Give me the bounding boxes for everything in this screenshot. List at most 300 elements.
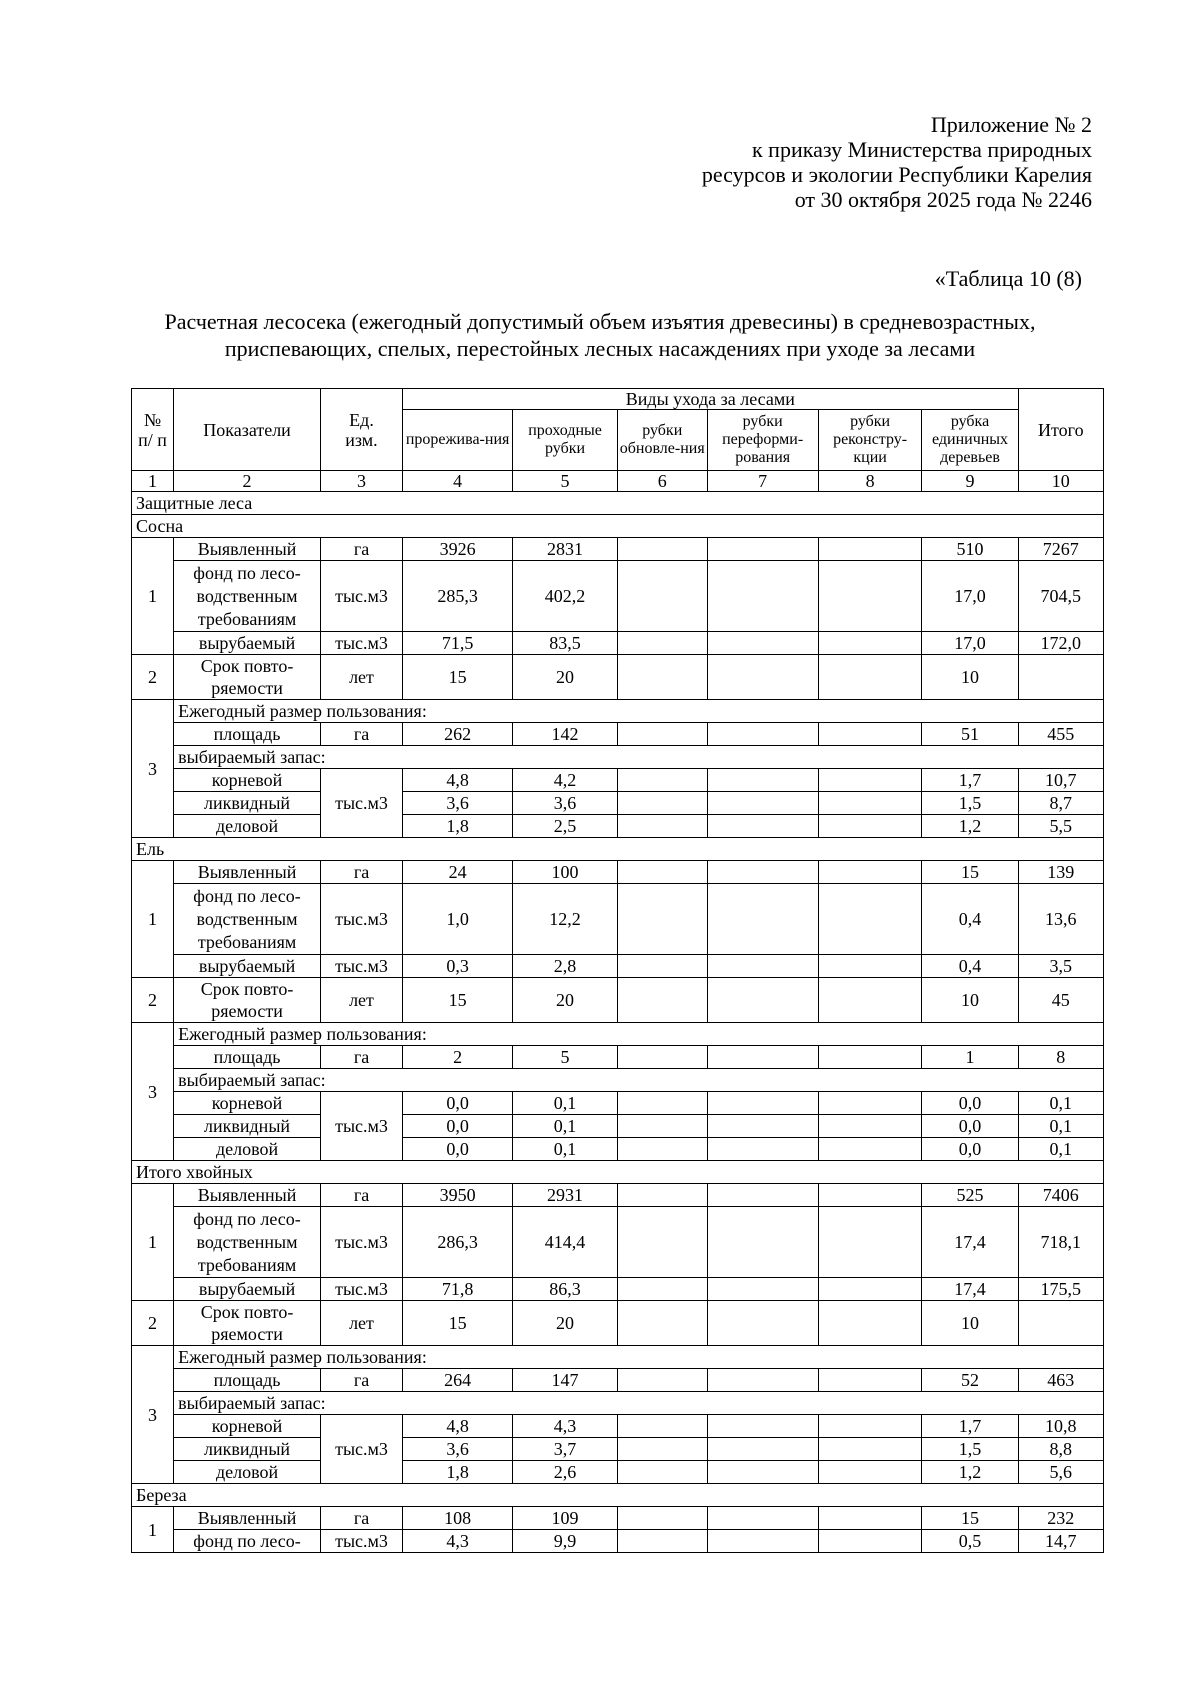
cell-passage-cutting: 0,1: [513, 1138, 618, 1161]
unit-cell: тыс.м3: [320, 769, 402, 838]
unit-cell: тыс.м3: [320, 1207, 402, 1278]
col-number: 3: [320, 471, 402, 492]
cell-thinning: 0,0: [403, 1092, 513, 1115]
cell-single-tree-cutting: 510: [922, 538, 1018, 561]
cell-thinning: 4,8: [403, 769, 513, 792]
table-row: [132, 1415, 1104, 1438]
cell-renewal-cutting: [617, 861, 707, 884]
row-num: 2: [132, 655, 174, 700]
cell-renewal-cutting: [617, 632, 707, 655]
unit-cell: га: [320, 1046, 402, 1069]
table-row: [132, 1278, 1104, 1301]
section-title: Итого хвойных: [132, 1161, 1104, 1184]
row-num: 3: [132, 700, 174, 838]
cell-reconstruction-cutting: [818, 538, 922, 561]
indicator-label: Срок повто-ряемости: [174, 978, 321, 1023]
cell-reformation-cutting: [707, 1507, 818, 1530]
cell-reconstruction-cutting: [818, 655, 922, 700]
unit-cell: тыс.м3: [320, 955, 402, 978]
cell-passage-cutting: 0,1: [513, 1092, 618, 1115]
cell-renewal-cutting: [617, 1184, 707, 1207]
unit-cell: лет: [320, 978, 402, 1023]
cell-total: 0,1: [1018, 1138, 1103, 1161]
cell-thinning: 1,8: [403, 1461, 513, 1484]
col-number: 7: [707, 471, 818, 492]
cell-passage-cutting: 109: [513, 1507, 618, 1530]
cell-single-tree-cutting: 1,5: [922, 792, 1018, 815]
cell-single-tree-cutting: 1,5: [922, 1438, 1018, 1461]
cell-single-tree-cutting: 51: [922, 723, 1018, 746]
cell-reformation-cutting: [707, 538, 818, 561]
section-title: Ель: [132, 838, 1104, 861]
cell-thinning: 71,8: [403, 1278, 513, 1301]
cell-reformation-cutting: [707, 1278, 818, 1301]
cell-reconstruction-cutting: [818, 1046, 922, 1069]
indicator-label: деловой: [174, 815, 321, 838]
cell-reformation-cutting: [707, 1138, 818, 1161]
document-title: [60, 308, 1140, 362]
cell-reformation-cutting: [707, 632, 818, 655]
table-row: [132, 655, 1104, 700]
cell-single-tree-cutting: 1,7: [922, 1415, 1018, 1438]
indicator-label: Ежегодный размер пользования:: [174, 1346, 1104, 1369]
cell-renewal-cutting: [617, 1207, 707, 1278]
cell-thinning: 1,8: [403, 815, 513, 838]
cell-total: 0,1: [1018, 1092, 1103, 1115]
cell-thinning: 264: [403, 1369, 513, 1392]
indicator-label: деловой: [174, 1461, 321, 1484]
cell-thinning: 285,3: [403, 561, 513, 632]
cell-reconstruction-cutting: [818, 955, 922, 978]
indicator-label: [174, 561, 321, 632]
cell-reformation-cutting: [707, 1092, 818, 1115]
cell-thinning: 15: [403, 655, 513, 700]
cell-single-tree-cutting: 1,2: [922, 815, 1018, 838]
cell-passage-cutting: 20: [513, 655, 618, 700]
table-row: [132, 515, 1104, 538]
cell-reformation-cutting: [707, 978, 818, 1023]
table-row: [132, 1301, 1104, 1346]
cell-passage-cutting: 86,3: [513, 1278, 618, 1301]
col-header-single-tree-cutting: рубка единичных деревьев: [922, 410, 1018, 471]
cell-thinning: 0,0: [403, 1115, 513, 1138]
col-header-reformation-cutting: рубки переформи-рования: [707, 410, 818, 471]
cell-renewal-cutting: [617, 1046, 707, 1069]
unit-cell: тыс.м3: [320, 632, 402, 655]
indicator-label-line: фонд по лесо-: [193, 885, 301, 906]
unit-cell: га: [320, 1369, 402, 1392]
row-num: 1: [132, 1507, 174, 1553]
unit-cell: га: [320, 1184, 402, 1207]
cell-renewal-cutting: [617, 655, 707, 700]
cell-passage-cutting: 83,5: [513, 632, 618, 655]
cell-renewal-cutting: [617, 978, 707, 1023]
row-num: 3: [132, 1346, 174, 1484]
cell-reformation-cutting: [707, 1461, 818, 1484]
cell-renewal-cutting: [617, 769, 707, 792]
cell-renewal-cutting: [617, 1138, 707, 1161]
cell-reconstruction-cutting: [818, 1369, 922, 1392]
indicator-label: вырубаемый: [174, 632, 321, 655]
table-row: [132, 769, 1104, 792]
cell-passage-cutting: 2,5: [513, 815, 618, 838]
col-header-indicator: Показатели: [174, 389, 321, 471]
table-row: [132, 978, 1104, 1023]
cell-total: 14,7: [1018, 1530, 1103, 1553]
cell-single-tree-cutting: 0,0: [922, 1115, 1018, 1138]
cell-passage-cutting: 100: [513, 861, 618, 884]
cell-reformation-cutting: [707, 955, 818, 978]
indicator-label-line: фонд по лесо-: [193, 1208, 301, 1229]
table-row: [132, 561, 1104, 632]
cell-reformation-cutting: [707, 655, 818, 700]
row-num: 1: [132, 861, 174, 978]
cell-reformation-cutting: [707, 1184, 818, 1207]
col-header-renewal-cutting: рубки обновле-ния: [617, 410, 707, 471]
cell-thinning: 2: [403, 1046, 513, 1069]
cell-total: [1018, 1301, 1103, 1346]
cell-reconstruction-cutting: [818, 1301, 922, 1346]
cell-total: 8,7: [1018, 792, 1103, 815]
cell-thinning: 286,3: [403, 1207, 513, 1278]
indicator-label: выбираемый запас:: [174, 1069, 1104, 1092]
cell-reformation-cutting: [707, 723, 818, 746]
cell-reformation-cutting: [707, 1415, 818, 1438]
table-row: [132, 700, 1104, 723]
table-row: [132, 1184, 1104, 1207]
cell-single-tree-cutting: 15: [922, 1507, 1018, 1530]
cell-passage-cutting: 2,8: [513, 955, 618, 978]
unit-cell: тыс.м3: [320, 1278, 402, 1301]
cell-reformation-cutting: [707, 561, 818, 632]
cell-reconstruction-cutting: [818, 723, 922, 746]
table-row: [132, 1346, 1104, 1369]
col-header-thinning: прорежива-ния: [403, 410, 513, 471]
title-line-1: Расчетная лесосека (ежегодный допустимый объем изъятия древесины) в средневозрастных,: [164, 309, 1036, 334]
indicator-label: корневой: [174, 769, 321, 792]
col-header-num: № п/ п: [132, 389, 174, 471]
cell-passage-cutting: 4,2: [513, 769, 618, 792]
indicator-label: вырубаемый: [174, 1278, 321, 1301]
cell-thinning: 3,6: [403, 792, 513, 815]
indicator-label-line: водственным: [196, 908, 298, 929]
indicator-label: корневой: [174, 1092, 321, 1115]
indicator-label: выбираемый запас:: [174, 1392, 1104, 1415]
cell-single-tree-cutting: 17,0: [922, 561, 1018, 632]
table-row: [132, 538, 1104, 561]
table-row: [132, 1392, 1104, 1415]
cell-thinning: 3926: [403, 538, 513, 561]
table-row: [132, 792, 1104, 815]
cell-reconstruction-cutting: [818, 1438, 922, 1461]
cell-single-tree-cutting: 10: [922, 978, 1018, 1023]
cell-single-tree-cutting: 0,0: [922, 1092, 1018, 1115]
col-number: 8: [818, 471, 922, 492]
cell-reformation-cutting: [707, 1438, 818, 1461]
cell-reformation-cutting: [707, 1301, 818, 1346]
cell-passage-cutting: 3,6: [513, 792, 618, 815]
cell-reformation-cutting: [707, 815, 818, 838]
cell-reformation-cutting: [707, 769, 818, 792]
cell-renewal-cutting: [617, 1092, 707, 1115]
cell-renewal-cutting: [617, 1530, 707, 1553]
unit-cell: лет: [320, 1301, 402, 1346]
cell-renewal-cutting: [617, 1507, 707, 1530]
indicator-label: площадь: [174, 723, 321, 746]
cell-thinning: 15: [403, 1301, 513, 1346]
unit-cell: тыс.м3: [320, 1415, 402, 1484]
cell-single-tree-cutting: 1,7: [922, 769, 1018, 792]
table-body: [132, 492, 1104, 1553]
cell-renewal-cutting: [617, 538, 707, 561]
cell-passage-cutting: 3,7: [513, 1438, 618, 1461]
cell-reconstruction-cutting: [818, 978, 922, 1023]
cell-passage-cutting: 2831: [513, 538, 618, 561]
cell-thinning: 3950: [403, 1184, 513, 1207]
indicator-label: корневой: [174, 1415, 321, 1438]
cell-passage-cutting: 12,2: [513, 884, 618, 955]
cell-thinning: 0,0: [403, 1138, 513, 1161]
cell-thinning: 0,3: [403, 955, 513, 978]
cell-renewal-cutting: [617, 1115, 707, 1138]
cell-single-tree-cutting: 52: [922, 1369, 1018, 1392]
cell-total: 172,0: [1018, 632, 1103, 655]
table-row: [132, 1484, 1104, 1507]
col-number: 6: [617, 471, 707, 492]
cell-thinning: 24: [403, 861, 513, 884]
cell-reconstruction-cutting: [818, 1207, 922, 1278]
table-row: [132, 1046, 1104, 1069]
indicator-label: ликвидный: [174, 792, 321, 815]
appendix-header: [492, 112, 1092, 212]
unit-cell: тыс.м3: [320, 1092, 402, 1161]
indicator-label: Выявленный: [174, 538, 321, 561]
unit-cell: тыс.м3: [320, 1530, 402, 1553]
cell-total: 139: [1018, 861, 1103, 884]
col-header-unit: Ед. изм.: [320, 389, 402, 471]
cell-reformation-cutting: [707, 884, 818, 955]
cell-passage-cutting: 2931: [513, 1184, 618, 1207]
cell-thinning: 108: [403, 1507, 513, 1530]
table-row: [132, 1023, 1104, 1046]
cell-total: 718,1: [1018, 1207, 1103, 1278]
cell-passage-cutting: 5: [513, 1046, 618, 1069]
cell-single-tree-cutting: 10: [922, 655, 1018, 700]
indicator-label: площадь: [174, 1046, 321, 1069]
indicator-label-line: требованиям: [197, 931, 297, 952]
cell-single-tree-cutting: 17,0: [922, 632, 1018, 655]
title-line-2: приспевающих, спелых, перестойных лесных насаждениях при уходе за лесами: [224, 336, 976, 361]
cell-renewal-cutting: [617, 955, 707, 978]
cell-total: 45: [1018, 978, 1103, 1023]
indicator-label: [174, 884, 321, 955]
cell-total: 232: [1018, 1507, 1103, 1530]
unit-cell: га: [320, 723, 402, 746]
cell-passage-cutting: 4,3: [513, 1415, 618, 1438]
indicator-label: площадь: [174, 1369, 321, 1392]
unit-cell: тыс.м3: [320, 884, 402, 955]
cell-total: 463: [1018, 1369, 1103, 1392]
cell-thinning: 1,0: [403, 884, 513, 955]
cell-reconstruction-cutting: [818, 1461, 922, 1484]
table-row: [132, 1115, 1104, 1138]
cell-renewal-cutting: [617, 561, 707, 632]
indicator-label: Срок повто-ряемости: [174, 655, 321, 700]
cell-reconstruction-cutting: [818, 769, 922, 792]
cell-single-tree-cutting: 0,0: [922, 1138, 1018, 1161]
col-number: 5: [513, 471, 618, 492]
cell-reformation-cutting: [707, 1369, 818, 1392]
col-header-total: Итого: [1018, 389, 1103, 471]
cell-reconstruction-cutting: [818, 632, 922, 655]
cell-renewal-cutting: [617, 1461, 707, 1484]
table-row: [132, 861, 1104, 884]
indicator-label: ликвидный: [174, 1115, 321, 1138]
table-row: [132, 723, 1104, 746]
cell-passage-cutting: 0,1: [513, 1115, 618, 1138]
cell-reformation-cutting: [707, 1207, 818, 1278]
row-num: 1: [132, 538, 174, 655]
cell-renewal-cutting: [617, 884, 707, 955]
table-row: [132, 746, 1104, 769]
cell-reconstruction-cutting: [818, 1138, 922, 1161]
indicator-label: Ежегодный размер пользования:: [174, 1023, 1104, 1046]
section-title: Сосна: [132, 515, 1104, 538]
cell-thinning: 71,5: [403, 632, 513, 655]
cell-passage-cutting: 20: [513, 1301, 618, 1346]
cell-reconstruction-cutting: [818, 1415, 922, 1438]
indicator-label: Выявленный: [174, 1507, 321, 1530]
cell-reconstruction-cutting: [818, 1530, 922, 1553]
cell-total: 5,5: [1018, 815, 1103, 838]
cell-thinning: 15: [403, 978, 513, 1023]
indicator-label-line: водственным: [196, 1231, 298, 1252]
cell-total: 7406: [1018, 1184, 1103, 1207]
cell-passage-cutting: 2,6: [513, 1461, 618, 1484]
cell-total: 13,6: [1018, 884, 1103, 955]
cell-thinning: 4,8: [403, 1415, 513, 1438]
cell-passage-cutting: 142: [513, 723, 618, 746]
row-num: 2: [132, 978, 174, 1023]
cell-renewal-cutting: [617, 815, 707, 838]
indicator-label: Выявленный: [174, 861, 321, 884]
indicator-label: деловой: [174, 1138, 321, 1161]
col-number: 4: [403, 471, 513, 492]
cell-renewal-cutting: [617, 723, 707, 746]
cell-reformation-cutting: [707, 861, 818, 884]
table-row: [132, 1530, 1104, 1553]
cell-single-tree-cutting: 17,4: [922, 1278, 1018, 1301]
appendix-line-2: к приказу Министерства природных: [751, 137, 1092, 162]
cell-single-tree-cutting: 1,2: [922, 1461, 1018, 1484]
row-num: 2: [132, 1301, 174, 1346]
col-header-passage-cutting: проходные рубки: [513, 410, 618, 471]
col-header-reconstruction-cutting: рубки реконстру-кции: [818, 410, 922, 471]
table-row: [132, 884, 1104, 955]
row-num: 1: [132, 1184, 174, 1301]
indicator-label-line: фонд по лесо-: [193, 562, 301, 583]
cell-total: 10,7: [1018, 769, 1103, 792]
cell-renewal-cutting: [617, 1415, 707, 1438]
cell-single-tree-cutting: 10: [922, 1301, 1018, 1346]
group-title: Защитные леса: [132, 492, 1104, 515]
cell-passage-cutting: 147: [513, 1369, 618, 1392]
cell-reconstruction-cutting: [818, 1115, 922, 1138]
cell-reformation-cutting: [707, 1530, 818, 1553]
cell-total: 0,1: [1018, 1115, 1103, 1138]
indicator-label: вырубаемый: [174, 955, 321, 978]
unit-cell: га: [320, 538, 402, 561]
col-number: 10: [1018, 471, 1103, 492]
cell-total: 455: [1018, 723, 1103, 746]
cell-total: 704,5: [1018, 561, 1103, 632]
table-row: [132, 1069, 1104, 1092]
appendix-line-1: Приложение № 2: [930, 112, 1092, 137]
cell-total: 3,5: [1018, 955, 1103, 978]
cell-single-tree-cutting: 0,4: [922, 884, 1018, 955]
cell-renewal-cutting: [617, 1438, 707, 1461]
cell-reconstruction-cutting: [818, 884, 922, 955]
cell-renewal-cutting: [617, 1278, 707, 1301]
cell-total: 10,8: [1018, 1415, 1103, 1438]
cell-reconstruction-cutting: [818, 815, 922, 838]
table-row: [132, 1461, 1104, 1484]
table-row: [132, 1161, 1104, 1184]
cell-single-tree-cutting: 0,4: [922, 955, 1018, 978]
cell-total: 7267: [1018, 538, 1103, 561]
cell-reformation-cutting: [707, 1046, 818, 1069]
row-num: 3: [132, 1023, 174, 1161]
unit-cell: га: [320, 861, 402, 884]
cell-reconstruction-cutting: [818, 1507, 922, 1530]
cell-reconstruction-cutting: [818, 1184, 922, 1207]
col-number: 9: [922, 471, 1018, 492]
cell-renewal-cutting: [617, 792, 707, 815]
col-number: 1: [132, 471, 174, 492]
indicator-label-line: требованиям: [197, 608, 297, 629]
indicator-label: [174, 1207, 321, 1278]
cell-reformation-cutting: [707, 792, 818, 815]
table-row: [132, 1369, 1104, 1392]
unit-cell: тыс.м3: [320, 561, 402, 632]
table-label: «Таблица 10 (8): [934, 266, 1082, 291]
unit-cell: лет: [320, 655, 402, 700]
indicator-label: фонд по лесо-: [174, 1530, 321, 1553]
table-row: [132, 815, 1104, 838]
cell-reconstruction-cutting: [818, 561, 922, 632]
appendix-line-3: ресурсов и экологии Республики Карелия: [701, 162, 1092, 187]
cell-reconstruction-cutting: [818, 1092, 922, 1115]
indicator-label: выбираемый запас:: [174, 746, 1104, 769]
table-row: [132, 955, 1104, 978]
cell-thinning: 262: [403, 723, 513, 746]
section-title: Береза: [132, 1484, 1104, 1507]
cell-passage-cutting: 414,4: [513, 1207, 618, 1278]
cell-reformation-cutting: [707, 1115, 818, 1138]
indicator-label: Ежегодный размер пользования:: [174, 700, 1104, 723]
table-row: [132, 632, 1104, 655]
col-header-care-types: Виды ухода за лесами: [403, 389, 1019, 410]
cell-passage-cutting: 9,9: [513, 1530, 618, 1553]
table-row: [132, 1507, 1104, 1530]
cell-single-tree-cutting: 17,4: [922, 1207, 1018, 1278]
cell-total: 8: [1018, 1046, 1103, 1069]
cell-renewal-cutting: [617, 1301, 707, 1346]
cell-thinning: 4,3: [403, 1530, 513, 1553]
col-number: 2: [174, 471, 321, 492]
cell-single-tree-cutting: 0,5: [922, 1530, 1018, 1553]
table-row: [132, 1138, 1104, 1161]
